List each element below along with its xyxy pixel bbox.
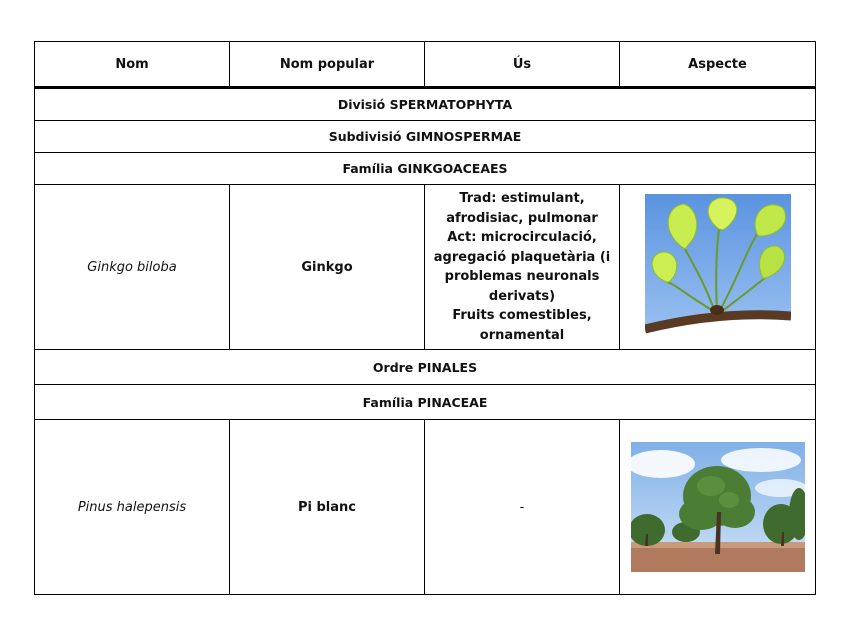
group-familia-pinaceae: Família PINACEAE	[35, 385, 816, 420]
group-subdivisio: Subdivisió GIMNOSPERMAE	[35, 121, 816, 153]
group-row-familia-pinaceae	[35, 385, 816, 420]
group-row-divisio	[35, 88, 816, 121]
pine-trees-photo-icon	[631, 442, 805, 572]
aspect-cell	[620, 185, 816, 350]
ginkgo-leaves-photo-icon	[645, 194, 791, 340]
group-row-ordre	[35, 350, 816, 385]
header-nom-popular: Nom popular	[230, 42, 425, 88]
group-row-subdivisio	[35, 121, 816, 153]
popular-name: Ginkgo	[230, 185, 425, 350]
header-nom: Nom	[35, 42, 230, 88]
header-row	[35, 42, 816, 88]
species-name: Pinus halepensis	[35, 420, 230, 595]
species-name: Ginkgo biloba	[35, 185, 230, 350]
popular-name: Pi blanc	[230, 420, 425, 595]
header-us: Ús	[425, 42, 620, 88]
header-aspecte: Aspecte	[620, 42, 816, 88]
table-row	[35, 420, 816, 595]
aspect-cell	[620, 420, 816, 595]
group-ordre-pinales: Ordre PINALES	[35, 350, 816, 385]
use-cell: -	[425, 420, 620, 595]
table-row	[35, 185, 816, 350]
plant-table	[34, 41, 816, 595]
use-other: Fruits comestibles, ornamental	[452, 308, 592, 343]
group-row-familia-ginkgo	[35, 153, 816, 185]
group-divisio: Divisió SPERMATOPHYTA	[35, 88, 816, 121]
group-familia-ginkgoaceaes: Família GINKGOACEAES	[35, 153, 816, 185]
use-act: Act: microcirculació, agregació plaquetària (i problemas neuronals derivats)	[433, 230, 611, 304]
use-trad: Trad: estimulant, afrodisiac, pulmonar	[446, 191, 598, 226]
use-cell	[425, 185, 620, 350]
